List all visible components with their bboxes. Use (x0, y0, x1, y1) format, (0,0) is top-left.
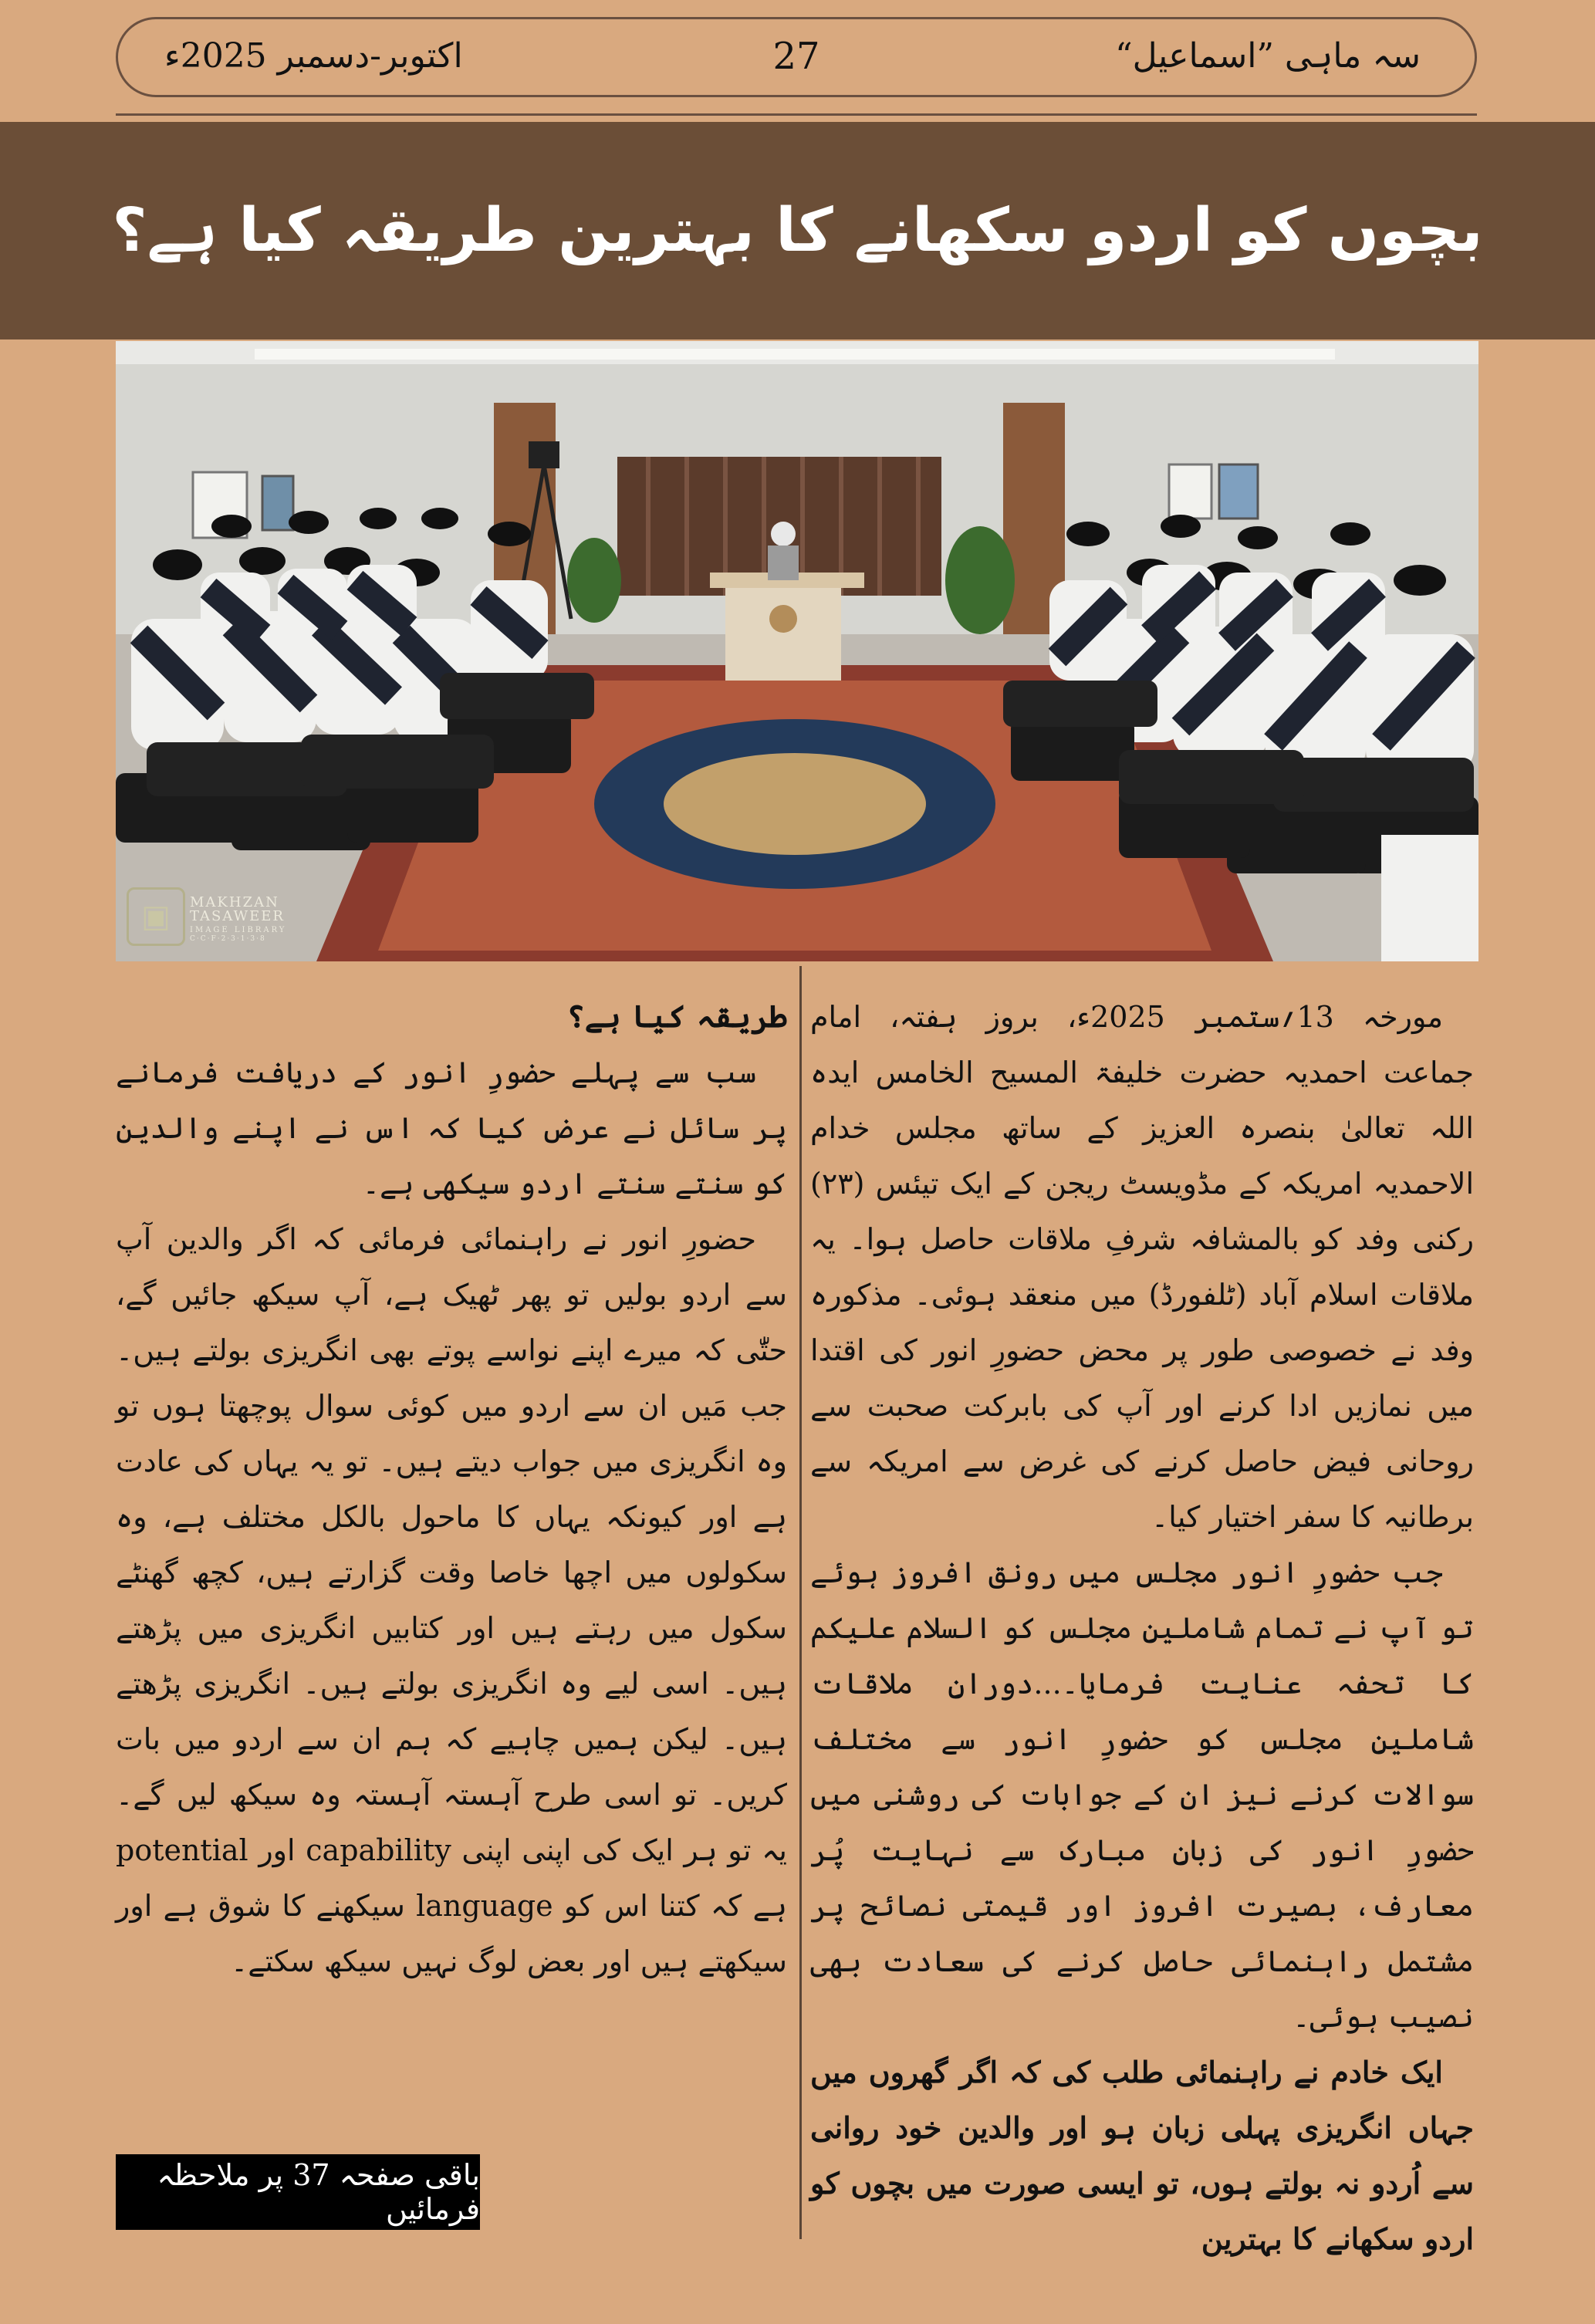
watermark-line2: TASAWEER (190, 908, 285, 924)
right-paragraph-2: جب حضورِ انور مجلس میں رونق افروز ہوئے تو آپ نے تمام شاملینِ مجلس کو السلام علیکم کا تحفہ عنایت فرمایا۔...دورانِ ملاقات شاملینِ مجلس کو حضورِ انور سے مختلف سوالات کرنے نیز ان کے جوابات کی روشنی میں حضورِ انور کی زبانِ مبارک سے نہایت پُر معارف، بصیرت افروز اور قیمتی نصائح پر مشتمل راہنمائی حاصل کرنے کی سعادت بھی نصیب ہوئی۔ (810, 1556, 1474, 2034)
running-header (116, 17, 1477, 97)
watermark-line1: MAKHZAN (190, 894, 279, 910)
left-column (116, 989, 787, 1989)
library-logo-icon: ▣ (127, 887, 185, 946)
right-paragraph-3: ایک خادم نے راہنمائی طلب کی کہ اگر گھروں میں جہاں انگریزی پہلی زبان ہو اور والدین خود روانی سے اُردو نہ بولتے ہوں، تو ایسی صورت میں بچوں کو اردو سکھانے کا بہترین (810, 2055, 1474, 2256)
photo-illustration (116, 341, 1478, 961)
watermark-line3: IMAGE LIBRARY (190, 926, 287, 934)
left-paragraph-2: حضورِ انور نے راہنمائی فرمائی کہ اگر والدین آپ سے اردو بولیں تو پھر ٹھیک ہے، آپ سیکھ جائیں گے، حتّٰی کہ میرے اپنے نواسے پوتے بھی انگریزی بولتے ہیں۔ جب مَیں ان سے اردو میں کوئی سوال پوچھتا ہوں تو وہ انگریزی میں جواب دیتے ہیں۔ تو یہ یہاں کی عادت ہے اور کیونکہ یہاں کا ماحول بالکل مختلف ہے، وہ سکولوں میں اچھا خاصا وقت گزارتے ہیں، کچھ گھنٹے سکول میں رہتے ہیں اور کتابیں انگریزی میں پڑھتے ہیں۔ اسی لیے وہ انگریزی بولتے ہیں۔ انگریزی پڑھتے ہیں۔ لیکن ہمیں چاہیے کہ ہم ان سے اردو میں بات کریں۔ تو اسی طرح آہستہ آہستہ وہ سیکھ لیں گے۔ یہ تو ہر ایک کی اپنی اپنی capability اور potential ہے کہ کتنا اس کو language سیکھنے کا شوق ہے اور سیکھتے ہیں اور بعض لوگ نہیں سیکھ سکتے۔ (116, 1222, 788, 1978)
column-divider (799, 966, 802, 2239)
right-paragraph-1: مورخہ 13؍ستمبر 2025ء، بروز ہفتہ، امام جماعت احمدیہ حضرت خلیفۃ المسیح الخامس ایدہ اللہ تعالیٰ بنصرہ العزیز کے ساتھ مجلس خدام الاحمدیہ امریکہ کے مڈویسٹ ریجن کے ایک تیئس (۲۳) رکنی وفد کو بالمشافہ شرفِ ملاقات حاصل ہوا۔ یہ ملاقات اسلام آباد (ٹلفورڈ) میں منعقد ہوئی۔ مذکورہ وفد نے خصوصی طور پر محض حضورِ انور کی اقتدا میں نمازیں ادا کرنے اور آپ کی بابرکت صحبت سے روحانی فیض حاصل کرنے کی غرض سے امریکہ سے برطانیہ کا سفر اختیار کیا۔ (810, 1000, 1474, 1534)
continued-notice: باقی صفحہ 37 پر ملاحظہ فرمائیں (116, 2154, 480, 2230)
left-paragraph-1: سب سے پہلے حضورِ انور کے دریافت فرمانے پر سائل نے عرض کیا کہ اس نے اپنے والدین کو سنتے سنتے اردو سیکھی ہے۔ (116, 1056, 787, 1201)
page-number: 27 (772, 35, 820, 78)
article-title: بچوں کو اردو سکھانے کا بہترین طریقہ کیا ہے؟ (112, 196, 1483, 265)
issue-date: اکتوبر-دسمبر 2025ء (164, 36, 463, 76)
article-photo (116, 341, 1478, 961)
right-column (810, 989, 1474, 2267)
watermark-line4: C·C·F·2·3·1·3·8 (190, 935, 266, 943)
title-band (0, 122, 1595, 339)
header-rule (116, 113, 1477, 116)
magazine-name: سہ ماہی ”اسماعیل“ (1115, 36, 1421, 76)
section-heading: طریقہ کیا ہے؟ (566, 998, 787, 1035)
photo-watermark (190, 896, 286, 943)
